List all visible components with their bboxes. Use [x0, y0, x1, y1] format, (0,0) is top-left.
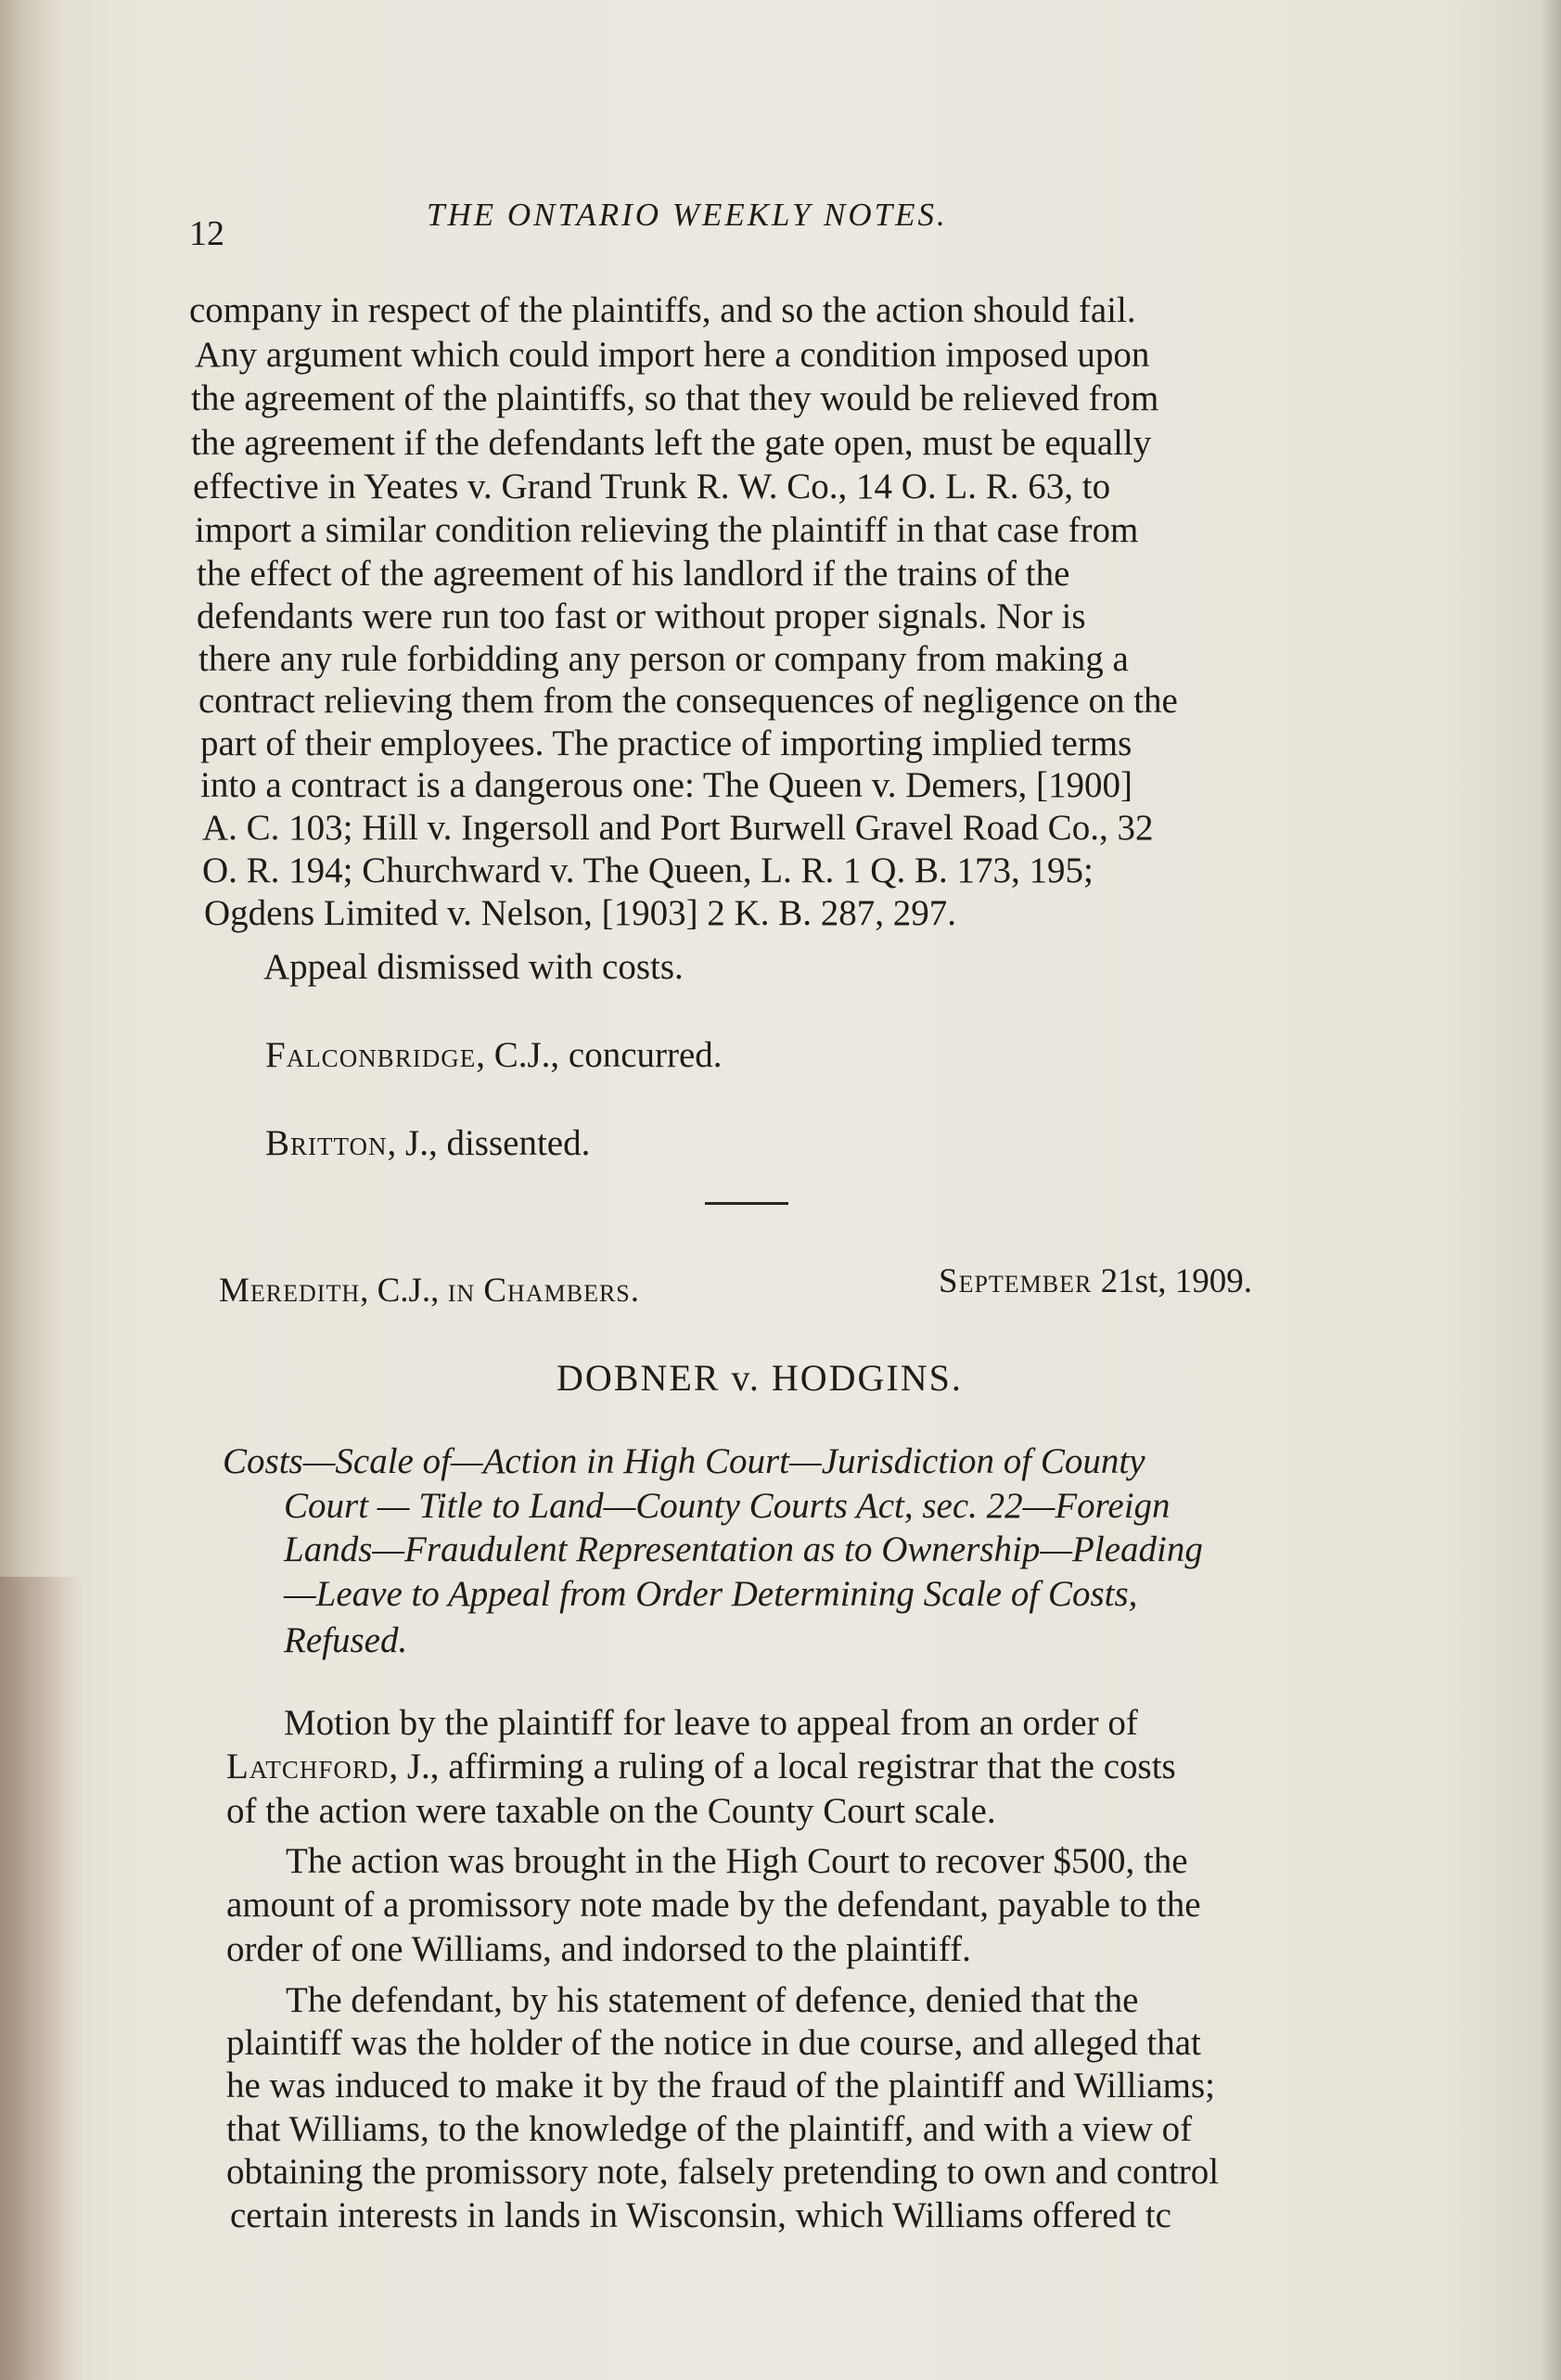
body-text: , J., affirming a ruling of a local registrar that the costs [389, 1747, 1176, 1786]
decision-date [939, 1261, 1252, 1301]
judge-name: Britton [265, 1123, 388, 1163]
judge-name: Latchford [226, 1747, 390, 1786]
opinion-line: effective in Yeates v. Grand Trunk R. W. Co., 14 O. L. R. 63, to [193, 467, 1111, 506]
headnote-line: Lands—Fraudulent Representation as to Ownership—Pleading [284, 1529, 1203, 1569]
body-line: amount of a promissory note made by the defendant, payable to the [226, 1885, 1201, 1925]
disposition: Appeal dismissed with costs. [263, 947, 684, 987]
running-title: THE ONTARIO WEEKLY NOTES. [427, 197, 948, 233]
judge-name: Falconbridge [265, 1035, 477, 1075]
page-number: 12 [189, 214, 224, 253]
opinion-line: Ogdens Limited v. Nelson, [1903] 2 K. B. 287, 297. [204, 893, 956, 933]
opinion-line: A. C. 103; Hill v. Ingersoll and Port Burwell Gravel Road Co., 32 [202, 808, 1154, 848]
dissent [265, 1122, 590, 1165]
dissent-text: , J., dissented. [387, 1123, 591, 1163]
body-line: The defendant, by his statement of defence, denied that the [286, 1980, 1139, 2020]
section-divider [705, 1202, 788, 1205]
body-line: Motion by the plaintiff for leave to appeal from an order of [284, 1703, 1138, 1743]
date-rest: 21st, 1909. [1092, 1262, 1253, 1300]
body-line: he was induced to make it by the fraud of the plaintiff and Williams; [226, 2066, 1215, 2105]
body-line: of the action were taxable on the County Court scale. [226, 1791, 996, 1831]
court-text: Chambers [483, 1272, 631, 1310]
concurrence [265, 1034, 723, 1077]
body-line [226, 1746, 1176, 1788]
headnote-line: —Leave to Appeal from Order Determining Scale of Costs, [284, 1574, 1138, 1614]
body-line: that Williams, to the knowledge of the plaintiff, and with a view of [226, 2109, 1193, 2149]
court-line [219, 1271, 639, 1311]
body-line: obtaining the promissory note, falsely pretending to own and control [226, 2152, 1220, 2192]
opinion-line: into a contract is a dangerous one: The Queen v. Demers, [1900] [200, 765, 1133, 805]
body-line: order of one Williams, and indorsed to the plaintiff. [226, 1929, 971, 1969]
opinion-line: O. R. 194; Churchward v. The Queen, L. R. 1 Q. B. 173, 195; [202, 851, 1094, 890]
opinion-line: there any rule forbidding any person or company from making a [198, 639, 1129, 679]
case-title: DOBNER v. HODGINS. [557, 1357, 963, 1399]
opinion-line: the agreement of the plaintiffs, so that they would be relieved from [191, 378, 1159, 418]
opinion-line: the effect of the agreement of his landlord if the trains of the [197, 554, 1070, 594]
headnote-line: Costs—Scale of—Action in High Court—Jurisdiction of County [223, 1441, 1145, 1481]
opinion-line: import a similar condition relieving the plaintiff in that case from [195, 510, 1139, 550]
body-line: The action was brought in the High Court to recover $500, the [286, 1841, 1188, 1881]
opinion-line: part of their employees. The practice of importing implied terms [200, 723, 1132, 763]
opinion-line: contract relieving them from the consequences of negligence on the [198, 681, 1178, 721]
opinion-line: defendants were run too fast or without proper signals. Nor is [197, 596, 1086, 636]
court-text: . [630, 1272, 639, 1310]
concurrence-text: , C.J., concurred. [476, 1035, 723, 1075]
body-line: certain interests in lands in Wisconsin, which Williams offered tc [230, 2195, 1171, 2235]
court-text: , C.J., [360, 1272, 448, 1310]
opinion-line: the agreement if the defendants left the gate open, must be equally [191, 423, 1152, 463]
opinion-line: company in respect of the plaintiffs, and so the action should fail. [189, 290, 1136, 330]
body-line: plaintiff was the holder of the notice in due course, and alleged that [226, 2023, 1201, 2063]
headnote-line: Refused. [284, 1620, 408, 1660]
date-month: September [939, 1262, 1093, 1300]
judge-name: Meredith [219, 1272, 361, 1310]
court-text: in [447, 1272, 476, 1310]
opinion-line: Any argument which could import here a condition imposed upon [195, 335, 1150, 375]
headnote-line: Court — Title to Land—County Courts Act, sec. 22—Foreign [284, 1486, 1171, 1526]
